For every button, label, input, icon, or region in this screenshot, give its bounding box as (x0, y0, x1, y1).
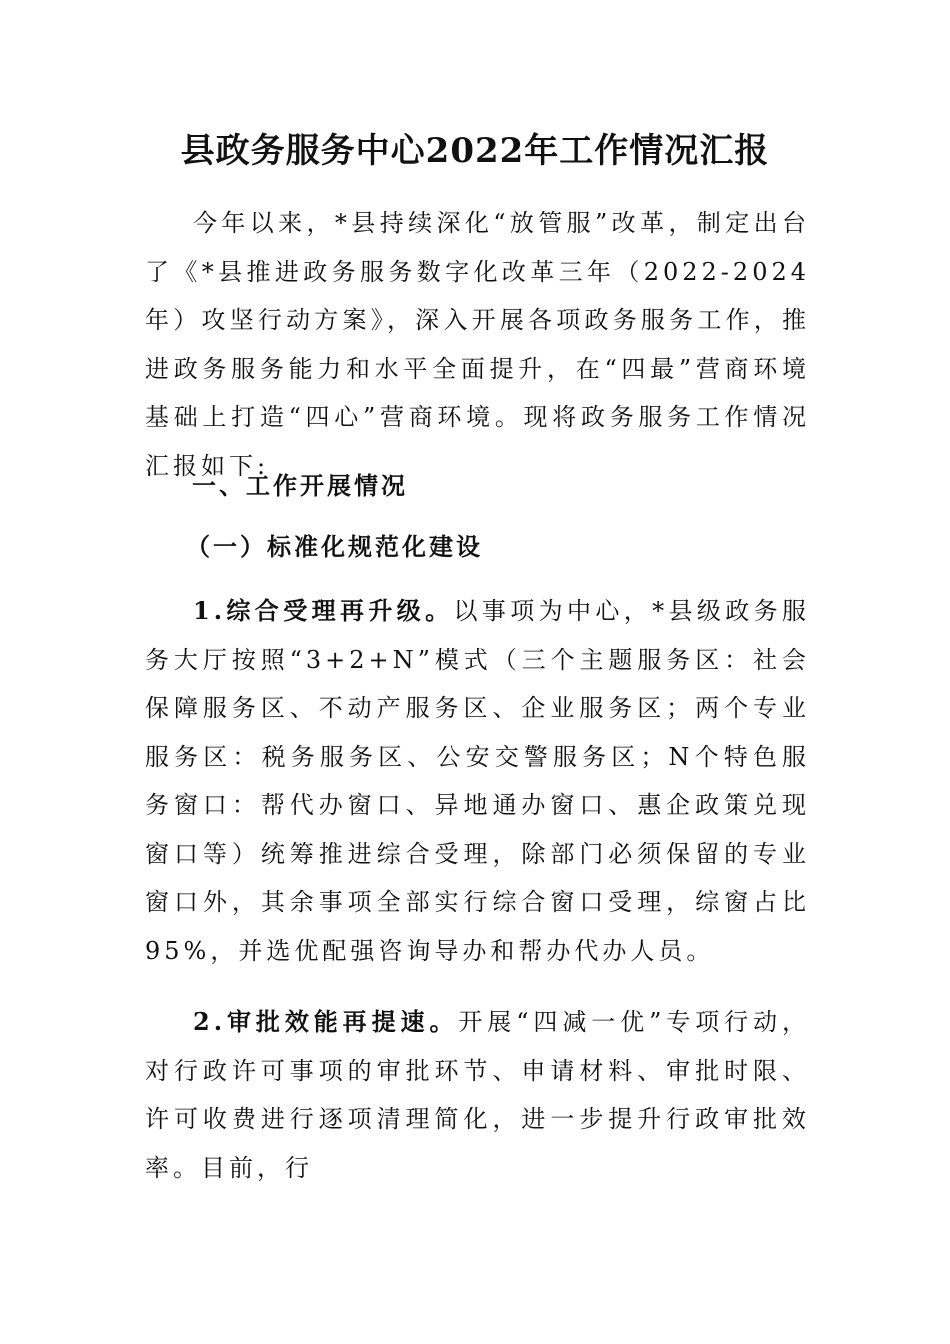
item-paragraph-2 (145, 998, 810, 1192)
item-1-text: 以事项为中心，*县级政务服务大厅按照“3+2+N”模式（三个主题服务区：社会保障服务区、不动产服务区、企业服务区；两个专业服务区：税务服务区、公安交警服务区；N个特色服务窗口：帮代办窗口、异地通办窗口、惠企政策兑现窗口等）统筹推进综合受理，除部门必须保留的专业窗口外，其余事项全部实行综合窗口受理，综窗占比95%，并选优配强咨询导办和帮办代办人员。 (145, 597, 811, 965)
item-2-lead: 2.审批效能再提速。 (193, 1007, 459, 1036)
subsection-heading-standardization: （一）标准化规范化建设 (186, 532, 483, 561)
item-2-text: 开展“四减一优”专项行动，对行政许可事项的审批环节、申请材料、审批时限、许可收费进行逐项清理简化，进一步提升行政审批效率。目前，行 (145, 1008, 810, 1182)
intro-paragraph: 今年以来，*县持续深化“放管服”改革，制定出台了《*县推进政务服务数字化改革三年（2022-2024年）攻坚行动方案》，深入开展各项政务服务工作，推进政务服务能力和水平全面提升，在“四最”营商环境基础上打造“四心”营商环境。现将政务服务工作情况汇报如下: (145, 209, 810, 480)
item-paragraph-1 (145, 587, 810, 975)
item-1-lead: 1.综合受理再升级。 (193, 596, 454, 625)
document-title: 县政务服务中心2022年工作情况汇报 (180, 131, 770, 171)
section-heading-work-progress: 一、工作开展情况 (192, 471, 408, 500)
